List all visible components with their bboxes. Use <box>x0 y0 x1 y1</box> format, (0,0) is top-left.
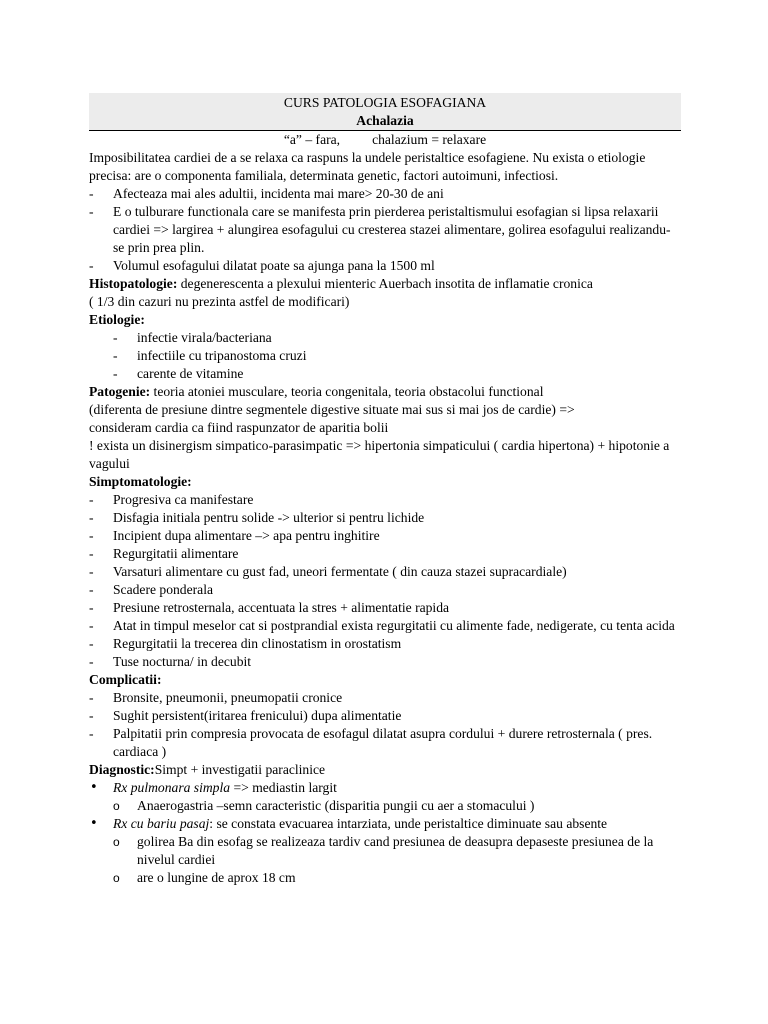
etymology-a: “a” – fara, <box>283 132 341 147</box>
document-page <box>89 93 681 887</box>
title-band <box>89 93 681 131</box>
histopatologie-note: ( 1/3 din cazuri nu prezinta astfel de modificari) <box>89 294 350 309</box>
patogenie-line3: consideram cardia ca fiind raspunzator de aparitia bolii <box>89 420 389 435</box>
complication-item: - Bronsite, pneumonii, pneumopatii cronice <box>89 689 681 707</box>
symptom-item: - Tuse nocturna/ in decubit <box>89 653 681 671</box>
diagnostic-text: Simpt + investigatii paraclinice <box>154 762 326 777</box>
diagnostic-line <box>89 761 681 779</box>
etiologie-heading: Etiologie: <box>89 312 145 327</box>
symptom-item: - Atat in timpul meselor cat si postprandial exista regurgitatii cu alimente fade, nedigerate, cu tenta acida <box>89 617 681 635</box>
complication-item: - Sughit persistent(iritarea frenicului) dupa alimentatie <box>89 707 681 725</box>
histopatologie-text: degenerescenta a plexului mienteric Auerbach insotita de inflamatie cronica <box>177 276 593 291</box>
rx1-sub-item: o Anaerogastria –semn caracteristic (disparitia pungii cu aer a stomacului ) <box>89 797 681 815</box>
diagnostic-rx1 <box>89 779 681 797</box>
diagnostic-label: Diagnostic: <box>89 762 155 777</box>
symptom-item: - Presiune retrosternala, accentuata la stres + alimentatie rapida <box>89 599 681 617</box>
etymology-b: chalazium = relaxare <box>372 132 487 147</box>
histopatologie-line <box>89 275 681 293</box>
intro-item: - Volumul esofagului dilatat poate sa ajunga pana la 1500 ml <box>89 257 681 275</box>
patogenie-line <box>89 383 681 401</box>
rx1-text: => mediastin largit <box>230 780 337 795</box>
complicatii-heading: Complicatii: <box>89 672 162 687</box>
intro-paragraph: Imposibilitatea cardiei de a se relaxa ca raspuns la undele peristaltice esofagiene. Nu exista o etiologie precisa: are o componenta familiala, determinata genetic, factori autoimuni, infectiosi. <box>89 150 646 183</box>
rx2-sub-item: o golirea Ba din esofag se realizeaza tardiv cand presiunea de deasupra depaseste presiunea de la nivelul cardiei <box>89 833 681 869</box>
intro-item: - E o tulburare functionala care se manifesta prin pierderea peristaltismului esofagian si lipsa relaxarii cardiei => largirea + alungirea esofagului cu cresterea stazei alimentare, golirea esofagului realizandu-se prin prea plin. <box>89 203 681 257</box>
intro-item: - Afecteaza mai ales adultii, incidenta mai mare> 20-30 de ani <box>89 185 681 203</box>
etiologie-item: - infectie virala/bacteriana <box>89 329 681 347</box>
histopatologie-label: Histopatologie: <box>89 276 178 291</box>
symptom-item: - Scadere ponderala <box>89 581 681 599</box>
simptomatologie-heading: Simptomatologie: <box>89 474 192 489</box>
symptom-item: - Regurgitatii alimentare <box>89 545 681 563</box>
rx2-sub-item: o are o lungine de aprox 18 cm <box>89 869 681 887</box>
etymology-line <box>89 131 681 149</box>
symptom-item: - Progresiva ca manifestare <box>89 491 681 509</box>
rx2-text: : se constata evacuarea intarziata, unde peristaltice diminuate sau absente <box>209 816 608 831</box>
etiologie-item: - carente de vitamine <box>89 365 681 383</box>
rx1-label: Rx pulmonara simpla <box>113 780 231 795</box>
diagnostic-rx2 <box>89 815 681 833</box>
symptom-item: - Regurgitatii la trecerea din clinostatism in orostatism <box>89 635 681 653</box>
course-title: CURS PATOLOGIA ESOFAGIANA <box>283 95 487 110</box>
patogenie-line2: (diferenta de presiune dintre segmentele digestive situate mai sus si mai jos de cardie) => <box>89 402 575 417</box>
symptom-item: - Disfagia initiala pentru solide -> ulterior si pentru lichide <box>89 509 681 527</box>
patogenie-line4: ! exista un disinergism simpatico-parasimpatic => hipertonia simpaticului ( cardia hipertona) + hipotonie a vagului <box>89 438 670 471</box>
symptom-item: - Varsaturi alimentare cu gust fad, uneori fermentate ( din cauza stazei supracardiale) <box>89 563 681 581</box>
patogenie-text: teoria atoniei musculare, teoria congenitala, teoria obstacolui functional <box>150 384 544 399</box>
patogenie-label: Patogenie: <box>89 384 151 399</box>
complication-item: - Palpitatii prin compresia provocata de esofagul dilatat asupra cordului + durere retrosternala ( pres. cardiaca ) <box>89 725 681 761</box>
rx2-label: Rx cu bariu pasaj <box>113 816 210 831</box>
symptom-item: - Incipient dupa alimentare –> apa pentru inghitire <box>89 527 681 545</box>
topic-title: Achalazia <box>89 112 681 131</box>
etiologie-item: - infectiile cu tripanostoma cruzi <box>89 347 681 365</box>
